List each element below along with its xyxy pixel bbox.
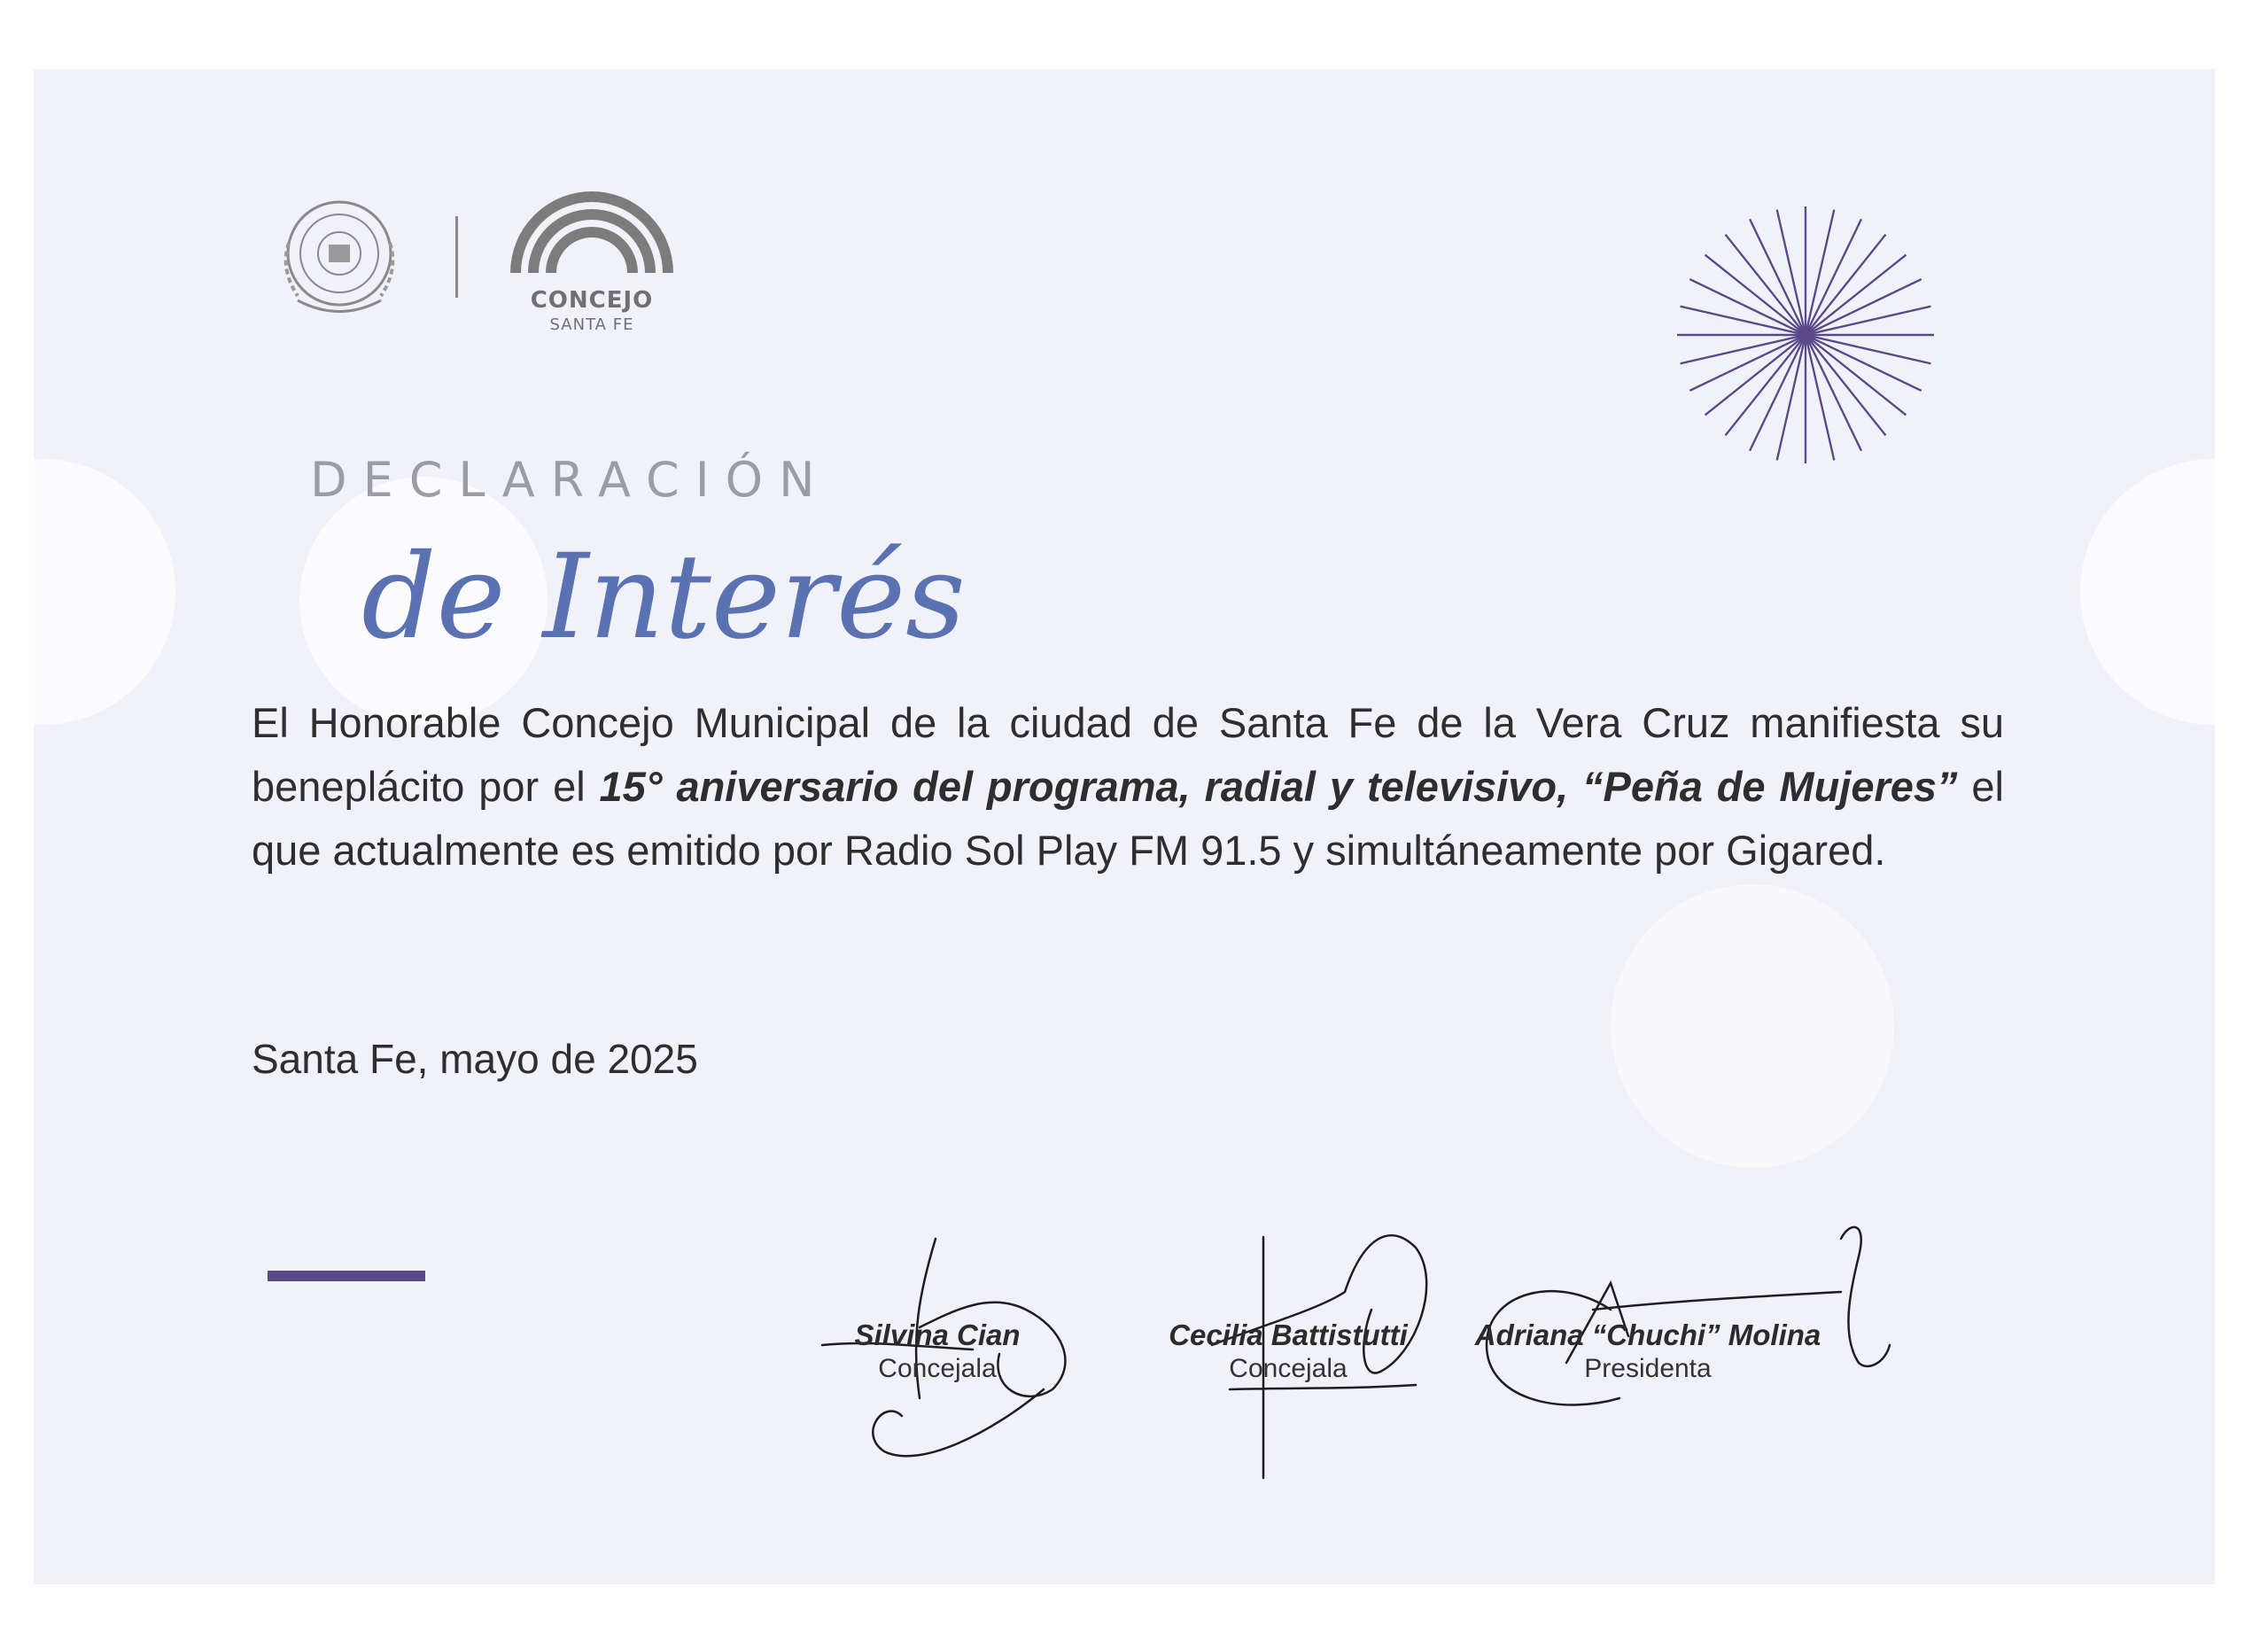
logo-concejo-text: CONCEJO (530, 287, 654, 314)
signatory-role: Concejala (878, 1354, 997, 1383)
decorative-semicircle-right (1611, 884, 1894, 1168)
starburst-icon (1673, 202, 1938, 468)
signatory-name: Silvina Cian (854, 1318, 1021, 1351)
declaration-body (252, 691, 2004, 883)
decorative-circle-left (34, 459, 175, 725)
logo-santa-fe-text: SANTA FE (549, 315, 634, 334)
signatory-name: Cecilia Battistutti (1169, 1318, 1408, 1351)
certificate-sheet (34, 69, 2215, 1584)
accent-bar (268, 1271, 425, 1281)
signatory-role: Concejala (1229, 1354, 1348, 1383)
starburst-center (1799, 329, 1812, 341)
body-emphasis: 15° aniversario del programa, radial y televisivo, “Peña de Mujeres” (599, 763, 1958, 810)
signature-block-1 (778, 1318, 1097, 1384)
decorative-circle-right (2080, 459, 2215, 725)
title-de-interes: de Interés (361, 529, 966, 665)
title-declaracion: DECLARACIÓN (310, 452, 831, 508)
place-date: Santa Fe, mayo de 2025 (252, 1036, 698, 1082)
signature-block-2 (1129, 1318, 1448, 1384)
body-part-1: El Honorable Concejo Municipal de la ciudad de Santa Fe de la Vera Cruz manifiesta su beneplácito por el (252, 699, 2004, 810)
signatory-name: Adriana “Chuchi” Molina (1474, 1318, 1821, 1351)
signatory-role: Presidenta (1584, 1354, 1712, 1383)
municipal-seal-icon (271, 190, 408, 326)
logo-divider (455, 216, 458, 298)
body-part-2: el que actualmente es emitido por Radio Sol Play FM 91.5 y simultáneamente por Gigared. (252, 763, 2004, 874)
signature-block-3 (1462, 1318, 1834, 1384)
